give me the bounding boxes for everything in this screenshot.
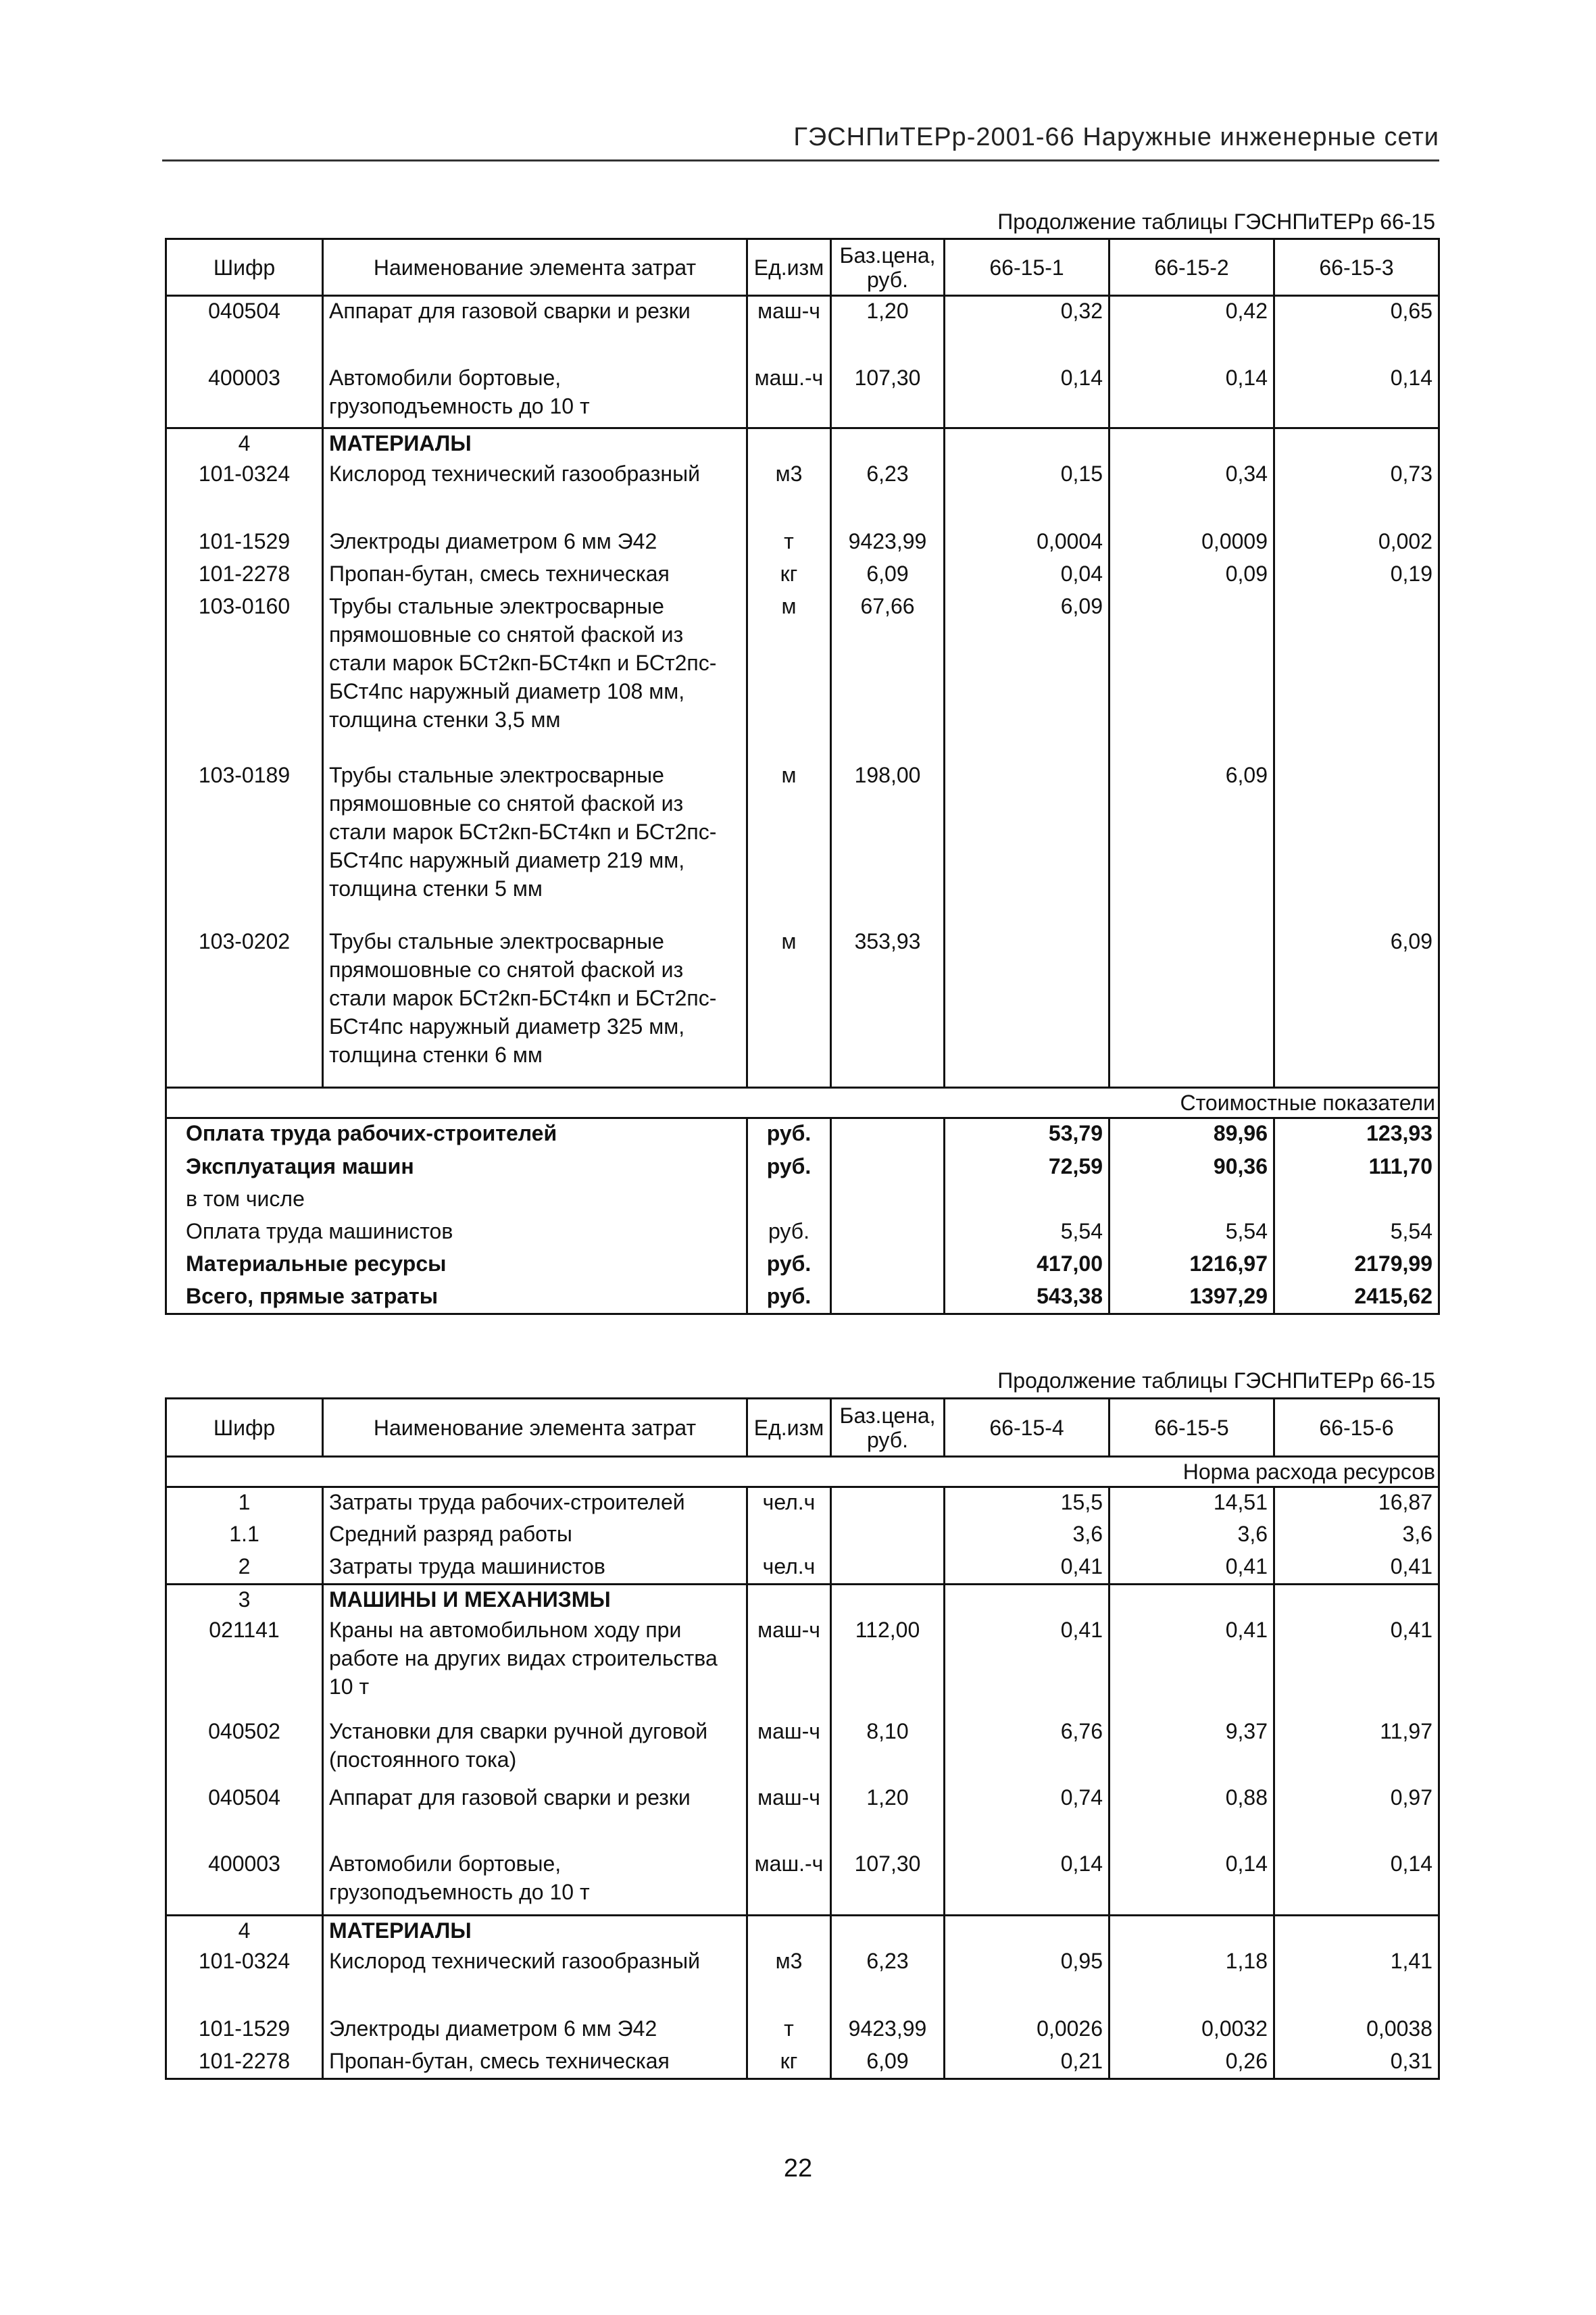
row-price: 67,66	[831, 592, 945, 761]
table-row	[166, 761, 1439, 927]
band-row	[166, 1457, 1439, 1487]
summary-row	[166, 1282, 1439, 1314]
section-row	[166, 1585, 1439, 1616]
summary-unit: руб.	[747, 1282, 831, 1314]
row-price: 107,30	[831, 1849, 945, 1916]
summary-value: 89,96	[1109, 1118, 1274, 1152]
col-header-price: Баз.цена, руб.	[831, 1399, 945, 1457]
section-title: МАТЕРИАЛЫ	[323, 428, 747, 459]
page-number: 22	[783, 2154, 813, 2183]
summary-value: 1397,29	[1109, 1282, 1274, 1314]
table-row	[166, 364, 1439, 428]
row-price: 9423,99	[831, 527, 945, 559]
table-row	[166, 1947, 1439, 2014]
col-header-code: Шифр	[166, 239, 323, 296]
table-row	[166, 559, 1439, 592]
empty-cell	[831, 1916, 945, 1947]
empty-cell	[1109, 1585, 1274, 1616]
table-row	[166, 1616, 1439, 1717]
row-unit: маш-ч	[747, 1717, 831, 1783]
row-code: 3	[166, 1585, 323, 1616]
summary-value: 2179,99	[1274, 1249, 1439, 1282]
row-code: 1.1	[166, 1520, 323, 1552]
col-header-norm: 66-15-5	[1109, 1399, 1274, 1457]
summary-value: 5,54	[1274, 1217, 1439, 1249]
summary-value: 111,70	[1274, 1152, 1439, 1185]
resource-table-1	[165, 238, 1440, 1315]
empty-cell	[747, 1916, 831, 1947]
row-value: 0,15	[945, 459, 1109, 527]
col-header-unit: Ед.изм	[747, 1399, 831, 1457]
summary-label: в том числе	[166, 1185, 747, 1217]
row-unit: чел.ч	[747, 1487, 831, 1520]
row-value: 0,31	[1274, 2047, 1439, 2079]
row-name: Средний разряд работы	[323, 1520, 747, 1552]
row-name: Электроды диаметром 6 мм Э42	[323, 2014, 747, 2047]
row-name: Кислород технический газообразный	[323, 1947, 747, 2014]
table-row	[166, 2047, 1439, 2079]
row-name: Кислород технический газообразный	[323, 459, 747, 527]
row-value: 0,41	[1274, 1616, 1439, 1717]
row-code: 021141	[166, 1616, 323, 1717]
table-header-row	[166, 1399, 1439, 1457]
row-unit: т	[747, 2014, 831, 2047]
row-price: 1,20	[831, 296, 945, 364]
row-value: 3,6	[1109, 1520, 1274, 1552]
empty-cell	[831, 428, 945, 459]
row-name: Пропан-бутан, смесь техническая	[323, 2047, 747, 2079]
empty-cell	[1274, 1185, 1439, 1217]
col-header-norm: 66-15-1	[945, 239, 1109, 296]
section-title: МАТЕРИАЛЫ	[323, 1916, 747, 1947]
section-row	[166, 428, 1439, 459]
summary-label: Материальные ресурсы	[166, 1249, 747, 1282]
empty-cell	[831, 1282, 945, 1314]
row-code: 103-0189	[166, 761, 323, 927]
row-code: 4	[166, 428, 323, 459]
row-unit: м	[747, 927, 831, 1088]
empty-cell	[747, 1185, 831, 1217]
table-row	[166, 527, 1439, 559]
row-value: 6,09	[1274, 927, 1439, 1088]
row-unit: т	[747, 527, 831, 559]
row-price: 9423,99	[831, 2014, 945, 2047]
row-value	[1109, 927, 1274, 1088]
row-value: 1,41	[1274, 1947, 1439, 2014]
empty-cell	[945, 1916, 1109, 1947]
row-value: 0,74	[945, 1783, 1109, 1849]
row-unit: м3	[747, 1947, 831, 2014]
row-value: 0,34	[1109, 459, 1274, 527]
summary-unit: руб.	[747, 1249, 831, 1282]
row-name: Автомобили бортовые, грузоподъемность до 10 т	[323, 1849, 747, 1916]
table-header-row	[166, 239, 1439, 296]
row-value: 6,09	[1109, 761, 1274, 927]
row-value	[1274, 592, 1439, 761]
row-value: 0,0004	[945, 527, 1109, 559]
table-row	[166, 927, 1439, 1088]
row-value: 0,0026	[945, 2014, 1109, 2047]
row-code: 101-1529	[166, 527, 323, 559]
summary-label: Эксплуатация машин	[166, 1152, 747, 1185]
band-label: Стоимостные показатели	[166, 1088, 1439, 1118]
row-value: 0,41	[945, 1552, 1109, 1585]
row-value: 0,14	[1109, 364, 1274, 428]
row-name: Автомобили бортовые, грузоподъемность до 10 т	[323, 364, 747, 428]
row-code: 1	[166, 1487, 323, 1520]
empty-cell	[945, 428, 1109, 459]
row-value: 0,26	[1109, 2047, 1274, 2079]
row-code: 040504	[166, 1783, 323, 1849]
empty-cell	[1109, 1185, 1274, 1217]
row-value: 0,41	[945, 1616, 1109, 1717]
row-name: Аппарат для газовой сварки и резки	[323, 1783, 747, 1849]
empty-cell	[831, 1585, 945, 1616]
col-header-price: Баз.цена, руб.	[831, 239, 945, 296]
summary-value: 2415,62	[1274, 1282, 1439, 1314]
col-header-name: Наименование элемента затрат	[323, 239, 747, 296]
row-value: 6,09	[945, 592, 1109, 761]
summary-value: 1216,97	[1109, 1249, 1274, 1282]
empty-cell	[831, 1249, 945, 1282]
row-code: 101-0324	[166, 459, 323, 527]
summary-value: 5,54	[945, 1217, 1109, 1249]
band-row	[166, 1088, 1439, 1118]
row-value: 1,18	[1109, 1947, 1274, 2014]
row-value: 0,95	[945, 1947, 1109, 2014]
empty-cell	[747, 1585, 831, 1616]
row-name: Трубы стальные электросварные прямошовные со снятой фаской из стали марок БСт2кп-БСт4кп и БСт2пс-БСт4пс наружный диаметр 325 мм, толщина стенки 6 мм	[323, 927, 747, 1088]
col-header-norm: 66-15-4	[945, 1399, 1109, 1457]
col-header-norm: 66-15-2	[1109, 239, 1274, 296]
row-value: 0,002	[1274, 527, 1439, 559]
row-price: 8,10	[831, 1717, 945, 1783]
empty-cell	[1109, 428, 1274, 459]
row-name: Затраты труда рабочих-строителей	[323, 1487, 747, 1520]
row-value	[945, 761, 1109, 927]
row-value: 0,14	[1274, 1849, 1439, 1916]
row-unit: маш-ч	[747, 1616, 831, 1717]
summary-value: 417,00	[945, 1249, 1109, 1282]
row-name: Краны на автомобильном ходу при работе на других видах строительства 10 т	[323, 1616, 747, 1717]
row-name: Электроды диаметром 6 мм Э42	[323, 527, 747, 559]
row-price: 6,23	[831, 1947, 945, 2014]
row-code: 101-0324	[166, 1947, 323, 2014]
row-value: 0,88	[1109, 1783, 1274, 1849]
row-unit	[747, 1520, 831, 1552]
row-value: 0,14	[945, 1849, 1109, 1916]
row-code: 040504	[166, 296, 323, 364]
table-row	[166, 592, 1439, 761]
row-price: 353,93	[831, 927, 945, 1088]
empty-cell	[747, 428, 831, 459]
row-unit: маш-ч	[747, 296, 831, 364]
row-price: 107,30	[831, 364, 945, 428]
row-value: 0,0009	[1109, 527, 1274, 559]
empty-cell	[945, 1585, 1109, 1616]
empty-cell	[945, 1185, 1109, 1217]
empty-cell	[1274, 1916, 1439, 1947]
row-value: 15,5	[945, 1487, 1109, 1520]
row-value: 0,73	[1274, 459, 1439, 527]
row-price	[831, 1552, 945, 1585]
summary-value: 72,59	[945, 1152, 1109, 1185]
row-code: 103-0202	[166, 927, 323, 1088]
row-price: 6,09	[831, 559, 945, 592]
summary-row	[166, 1217, 1439, 1249]
row-value: 14,51	[1109, 1487, 1274, 1520]
table-row	[166, 1487, 1439, 1520]
section-title: МАШИНЫ И МЕХАНИЗМЫ	[323, 1585, 747, 1616]
row-code: 101-2278	[166, 559, 323, 592]
table-row	[166, 2014, 1439, 2047]
row-value: 0,65	[1274, 296, 1439, 364]
row-value: 0,09	[1109, 559, 1274, 592]
row-unit: маш.-ч	[747, 1849, 831, 1916]
col-header-norm: 66-15-6	[1274, 1399, 1439, 1457]
empty-cell	[1274, 428, 1439, 459]
row-price	[831, 1487, 945, 1520]
row-value: 0,32	[945, 296, 1109, 364]
col-header-unit: Ед.изм	[747, 239, 831, 296]
row-value: 0,14	[1274, 364, 1439, 428]
table1-caption: Продолжение таблицы ГЭСНПиТЕРр 66-15	[997, 209, 1435, 234]
summary-value: 5,54	[1109, 1217, 1274, 1249]
row-value: 0,41	[1274, 1552, 1439, 1585]
row-name: Установки для сварки ручной дуговой (постоянного тока)	[323, 1717, 747, 1783]
row-value: 0,14	[1109, 1849, 1274, 1916]
row-value: 0,0032	[1109, 2014, 1274, 2047]
row-code: 4	[166, 1916, 323, 1947]
row-price: 6,09	[831, 2047, 945, 2079]
row-value: 3,6	[1274, 1520, 1439, 1552]
col-header-code: Шифр	[166, 1399, 323, 1457]
header-rule	[162, 159, 1439, 161]
row-code: 400003	[166, 364, 323, 428]
empty-cell	[1109, 1916, 1274, 1947]
row-value: 16,87	[1274, 1487, 1439, 1520]
summary-value: 90,36	[1109, 1152, 1274, 1185]
summary-row	[166, 1152, 1439, 1185]
row-unit: маш.-ч	[747, 364, 831, 428]
empty-cell	[831, 1118, 945, 1152]
summary-value: 543,38	[945, 1282, 1109, 1314]
summary-label: Всего, прямые затраты	[166, 1282, 747, 1314]
row-code: 2	[166, 1552, 323, 1585]
row-unit: чел.ч	[747, 1552, 831, 1585]
summary-row	[166, 1249, 1439, 1282]
table-row	[166, 1717, 1439, 1783]
row-value: 0,04	[945, 559, 1109, 592]
summary-row	[166, 1185, 1439, 1217]
row-name: Затраты труда машинистов	[323, 1552, 747, 1585]
summary-value: 123,93	[1274, 1118, 1439, 1152]
row-unit: м	[747, 592, 831, 761]
row-value: 3,6	[945, 1520, 1109, 1552]
row-value: 0,21	[945, 2047, 1109, 2079]
empty-cell	[831, 1185, 945, 1217]
summary-label: Оплата труда машинистов	[166, 1217, 747, 1249]
table-row	[166, 296, 1439, 364]
row-value: 0,41	[1109, 1616, 1274, 1717]
row-code: 400003	[166, 1849, 323, 1916]
summary-unit: руб.	[747, 1118, 831, 1152]
row-value: 6,76	[945, 1717, 1109, 1783]
row-code: 103-0160	[166, 592, 323, 761]
row-value: 0,14	[945, 364, 1109, 428]
row-code: 040502	[166, 1717, 323, 1783]
band-label: Норма расхода ресурсов	[166, 1457, 1439, 1487]
table2-caption: Продолжение таблицы ГЭСНПиТЕРр 66-15	[997, 1368, 1435, 1393]
row-unit: м3	[747, 459, 831, 527]
row-unit: маш-ч	[747, 1783, 831, 1849]
row-value	[945, 927, 1109, 1088]
row-value: 0,0038	[1274, 2014, 1439, 2047]
row-value: 0,42	[1109, 296, 1274, 364]
summary-row	[166, 1118, 1439, 1152]
row-name: Аппарат для газовой сварки и резки	[323, 296, 747, 364]
row-value	[1109, 592, 1274, 761]
row-price	[831, 1520, 945, 1552]
row-value: 0,97	[1274, 1783, 1439, 1849]
row-price: 112,00	[831, 1616, 945, 1717]
col-header-name: Наименование элемента затрат	[323, 1399, 747, 1457]
row-name: Трубы стальные электросварные прямошовные со снятой фаской из стали марок БСт2кп-БСт4кп и БСт2пс-БСт4пс наружный диаметр 108 мм, толщина стенки 3,5 мм	[323, 592, 747, 761]
summary-label: Оплата труда рабочих-строителей	[166, 1118, 747, 1152]
table-row	[166, 1849, 1439, 1916]
row-unit: м	[747, 761, 831, 927]
row-price: 6,23	[831, 459, 945, 527]
row-price: 1,20	[831, 1783, 945, 1849]
row-name: Пропан-бутан, смесь техническая	[323, 559, 747, 592]
empty-cell	[831, 1217, 945, 1249]
running-header: ГЭСНПиТЕРр-2001-66 Наружные инженерные сети	[793, 123, 1439, 151]
summary-value: 53,79	[945, 1118, 1109, 1152]
row-unit: кг	[747, 2047, 831, 2079]
empty-cell	[1274, 1585, 1439, 1616]
row-value	[1274, 761, 1439, 927]
col-header-norm: 66-15-3	[1274, 239, 1439, 296]
table-row	[166, 1520, 1439, 1552]
summary-unit: руб.	[747, 1217, 831, 1249]
summary-unit: руб.	[747, 1152, 831, 1185]
resource-table-2	[165, 1397, 1440, 2080]
table-row	[166, 1552, 1439, 1585]
section-row	[166, 1916, 1439, 1947]
row-value: 11,97	[1274, 1717, 1439, 1783]
row-code: 101-2278	[166, 2047, 323, 2079]
row-unit: кг	[747, 559, 831, 592]
row-code: 101-1529	[166, 2014, 323, 2047]
empty-cell	[831, 1152, 945, 1185]
table-row	[166, 1783, 1439, 1849]
row-value: 0,19	[1274, 559, 1439, 592]
row-value: 9,37	[1109, 1717, 1274, 1783]
row-value: 0,41	[1109, 1552, 1274, 1585]
table-row	[166, 459, 1439, 527]
row-name: Трубы стальные электросварные прямошовные со снятой фаской из стали марок БСт2кп-БСт4кп и БСт2пс-БСт4пс наружный диаметр 219 мм, толщина стенки 5 мм	[323, 761, 747, 927]
row-price: 198,00	[831, 761, 945, 927]
